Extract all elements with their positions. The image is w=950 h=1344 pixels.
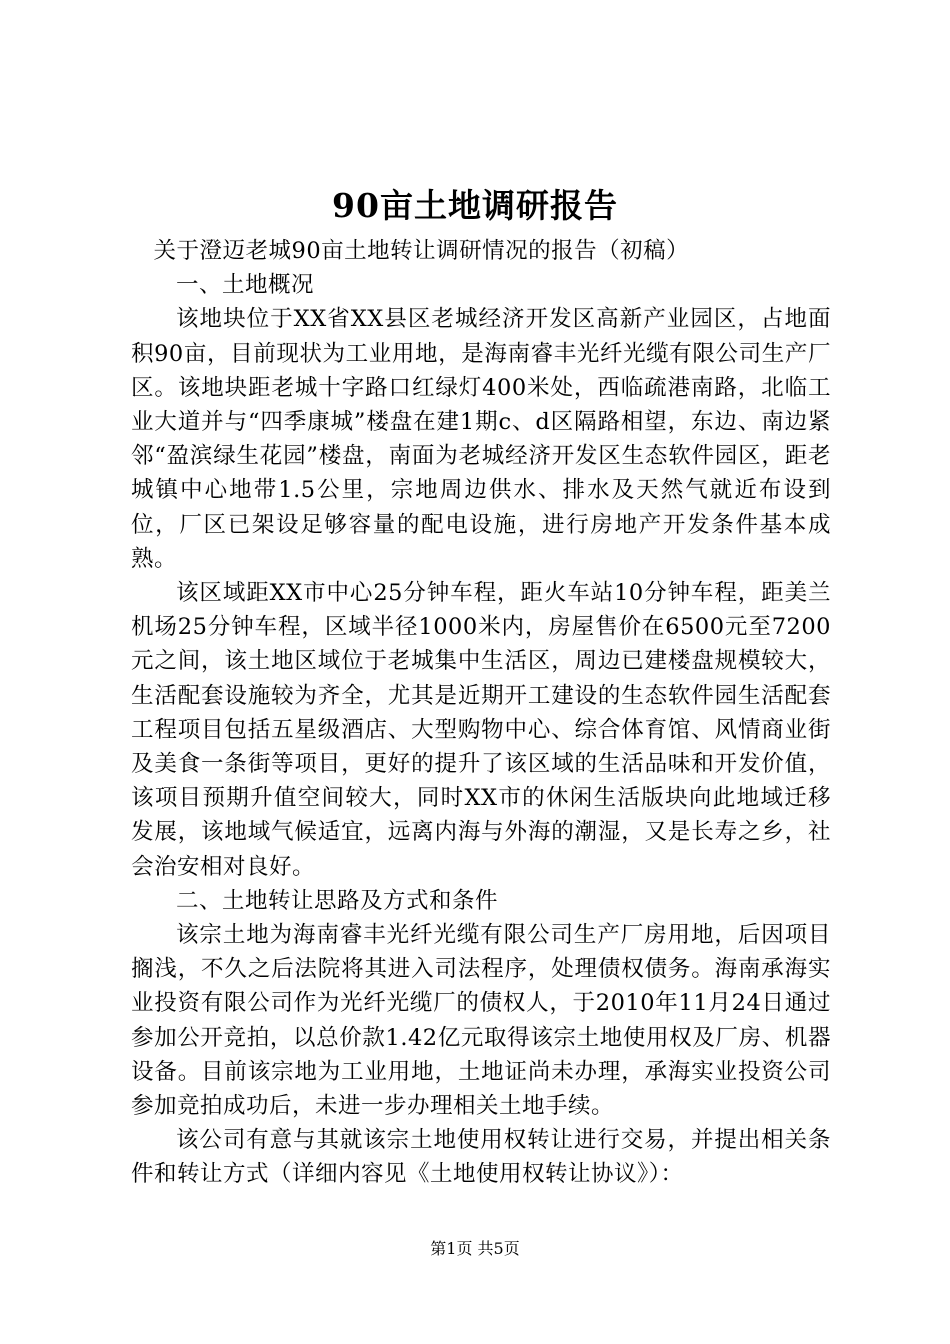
page-footer: 第1页 共5页 bbox=[430, 1239, 520, 1258]
document-title: 90亩土地调研报告 bbox=[332, 186, 618, 225]
document-subtitle: 关于澄迈老城90亩土地转让调研情况的报告（初稿） bbox=[153, 238, 690, 264]
document-body bbox=[131, 234, 831, 1192]
section-heading-transfer: 二、土地转让思路及方式和条件 bbox=[176, 887, 499, 914]
paragraph-land-location: 该地块位于XX省XX县区老城经济开发区高新产业园区，占地面积90亩，目前现状为工业用地，是海南睿丰光纤光缆有限公司生产厂区。该地块距老城十字路口红绿灯400米处，西临疏港南路，北临工业大道并与“四季康城”楼盘在建1期c、d区隔路相望，东边、南边紧邻“盈滨绿生花园”楼盘，南面为老城经济开发区生态软件园区，距老城镇中心地带1.5公里，宗地周边供水、排水及天然气就近布设到位，厂区已架设足够容量的配电设施，进行房地产开发条件基本成熟。 bbox=[131, 306, 831, 572]
paragraph-transfer-intent: 该公司有意与其就该宗土地使用权转让进行交易，并提出相关条件和转让方式（详细内容见《土地使用权转让协议》）： bbox=[131, 1127, 831, 1188]
paragraph-area-description: 该区域距XX市中心25分钟车程，距火车站10分钟车程，距美兰机场25分钟车程，区域半径1000米内，房屋售价在6500元至7200元之间，该土地区域位于老城集中生活区，周边已建楼盘规模较大，生活配套设施较为齐全，尤其是近期开工建设的生态软件园生活配套工程项目包括五星级酒店、大型购物中心、综合体育馆、风情商业街及美食一条街等项目，更好的提升了该区域的生活品味和开发价值，该项目预期升值空间较大，同时XX市的休闲生活版块向此地域迁移发展，该地域气候适宜，远离内海与外海的潮湿，又是长寿之乡，社会治安相对良好。 bbox=[131, 580, 831, 880]
paragraph-land-history: 该宗土地为海南睿丰光纤光缆有限公司生产厂房用地，后因项目搁浅，不久之后法院将其进入司法程序，处理债权债务。海南承海实业投资有限公司作为光纤光缆厂的债权人，于2010年11月24日通过参加公开竞拍，以总价款1.42亿元取得该宗土地使用权及厂房、机器设备。目前该宗地为工业用地，土地证尚未办理，承海实业投资公司参加竞拍成功后，未进一步办理相关土地手续。 bbox=[131, 922, 831, 1120]
section-heading-land-overview: 一、土地概况 bbox=[176, 272, 315, 299]
